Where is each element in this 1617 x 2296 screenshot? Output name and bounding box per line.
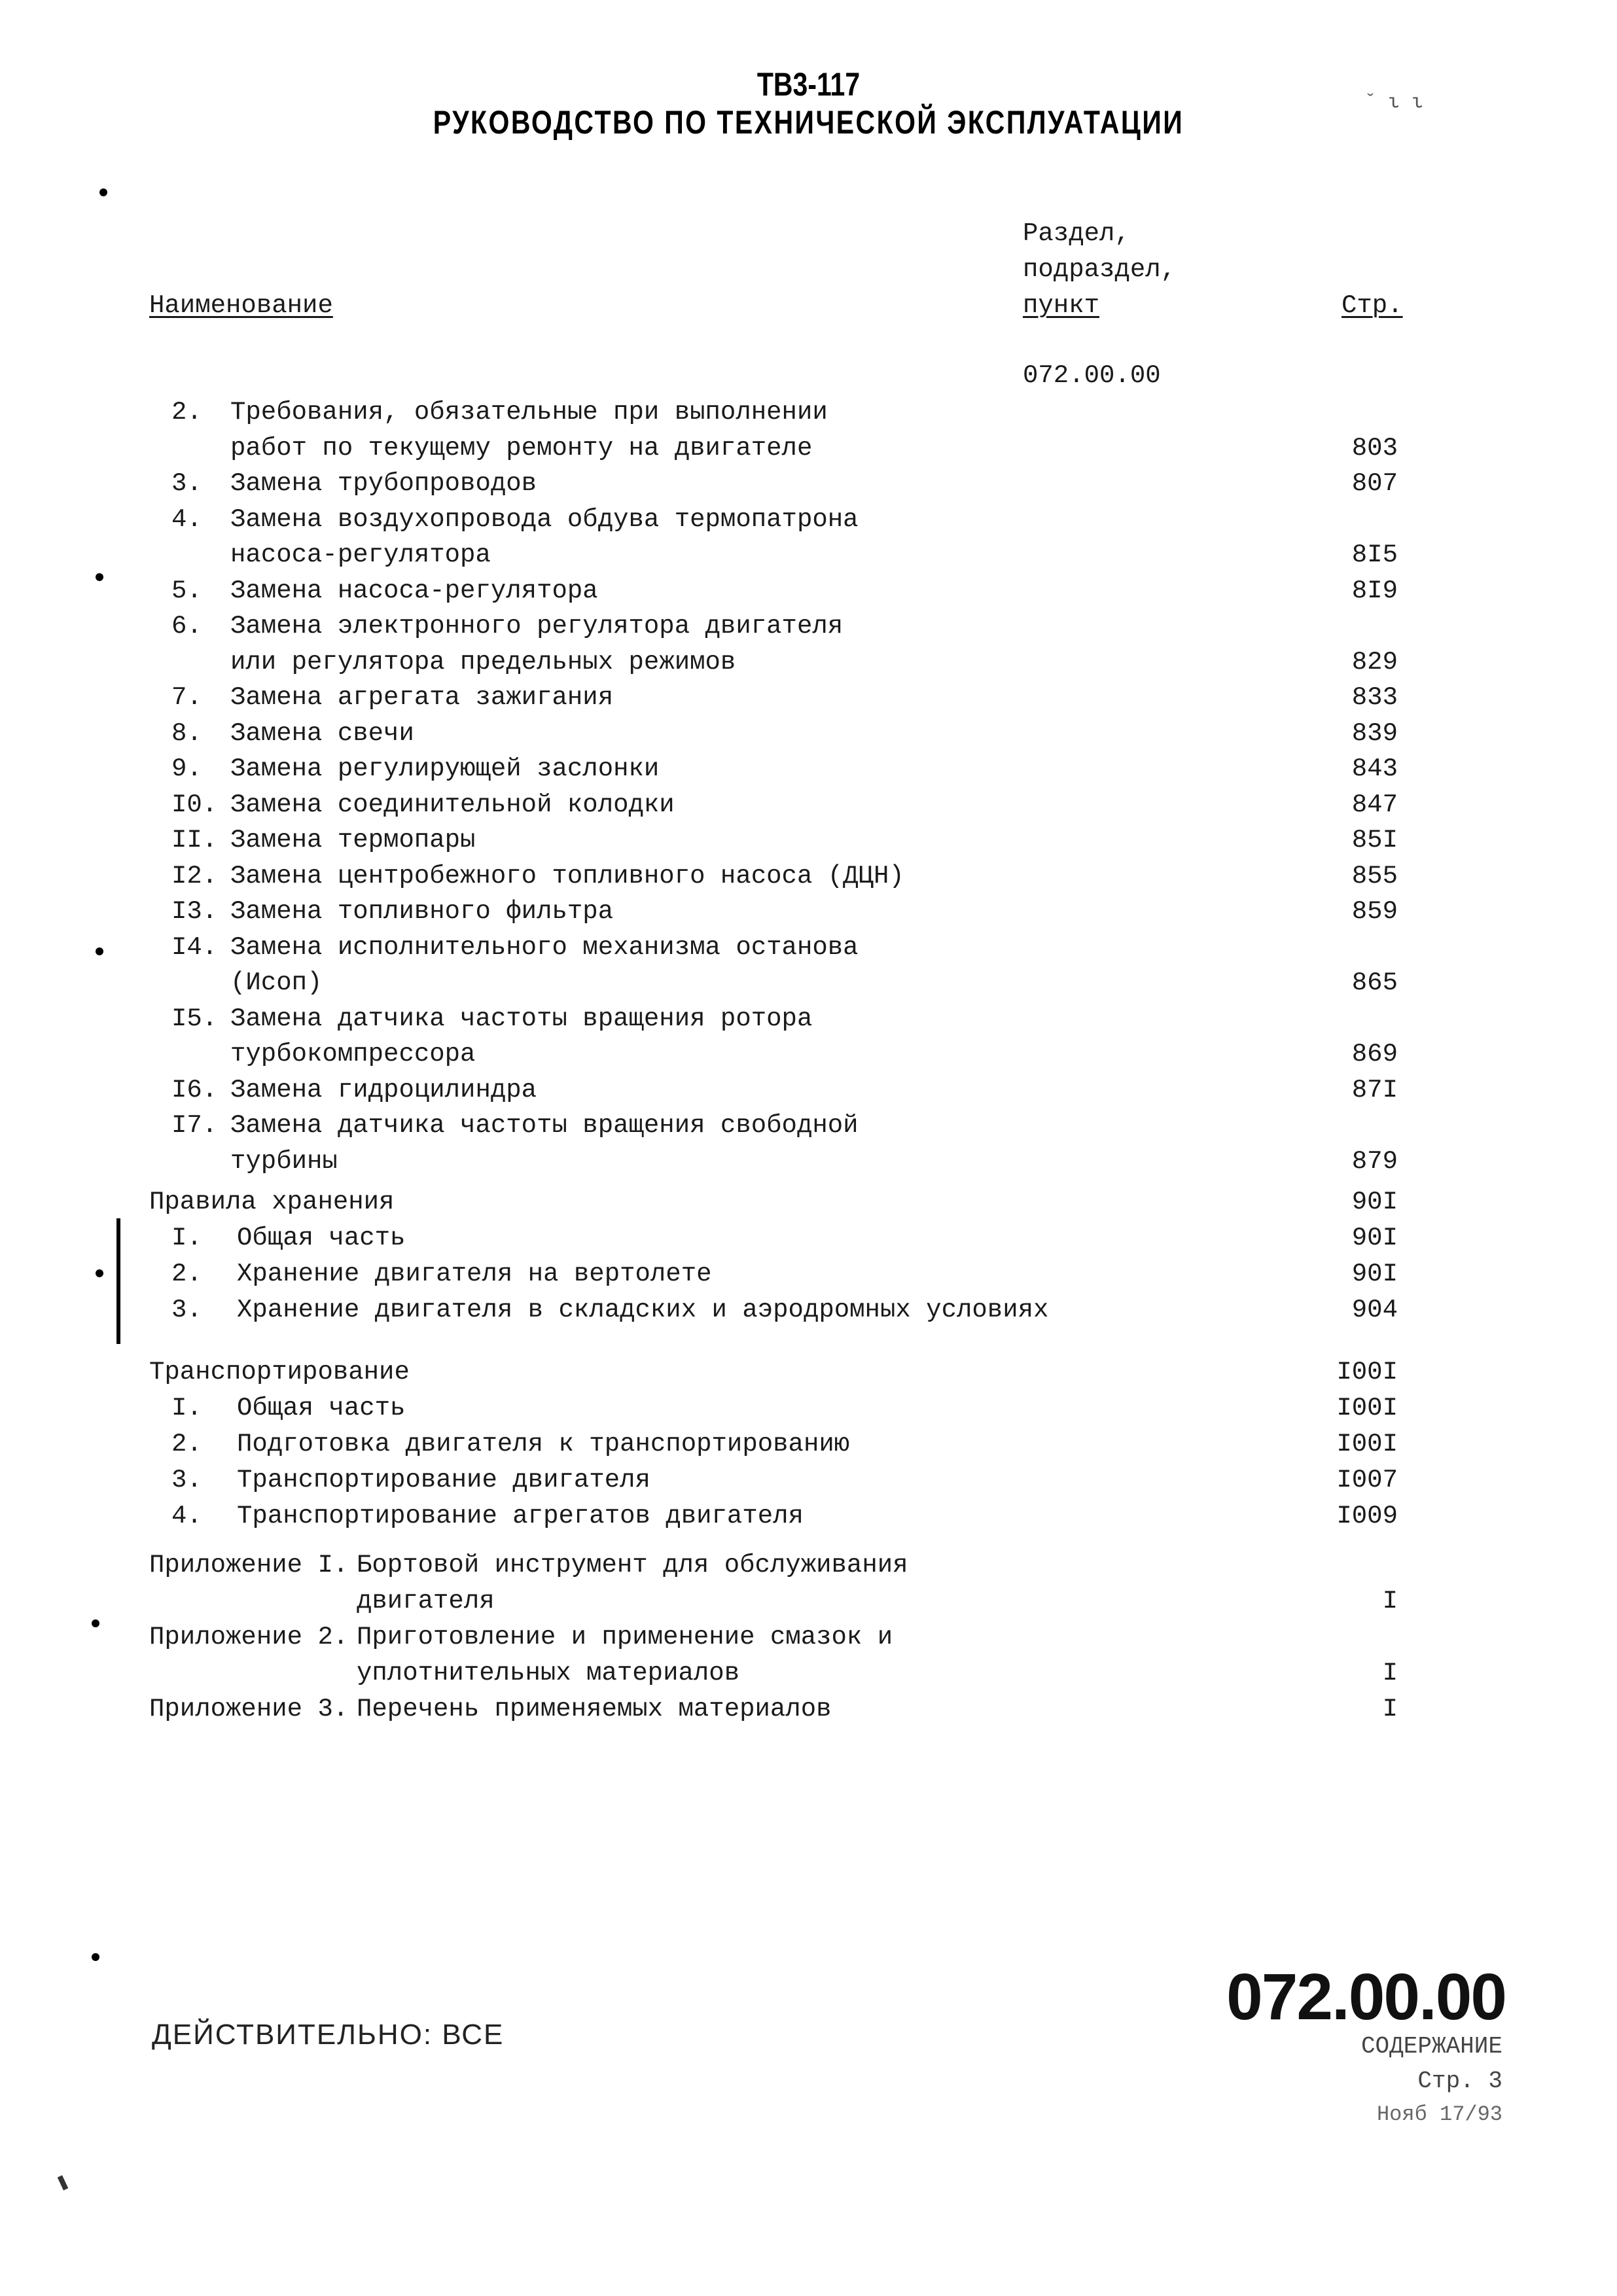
entry-page: 855 xyxy=(1351,861,1398,891)
entry-number: 4. xyxy=(171,504,202,534)
entry-title-line: турбины xyxy=(230,1146,338,1176)
entry-number: 2. xyxy=(171,398,202,427)
appendix-title-line: Приготовление и применение смазок и xyxy=(357,1623,893,1651)
margin-dot xyxy=(99,188,107,196)
transport-title: Транспортирование xyxy=(149,1358,410,1386)
entry-page: 879 xyxy=(1351,1146,1398,1176)
entry-number: 5. xyxy=(171,576,202,605)
entry-title-line: (Исоп) xyxy=(230,968,323,997)
appendix-label: Приложение 2. xyxy=(149,1623,349,1651)
entry-number: 9. xyxy=(171,754,202,783)
entry-title-line: Требования, обязательные при выполнении xyxy=(230,398,828,427)
entry-page: 833 xyxy=(1351,683,1398,712)
revision-bar xyxy=(116,1218,120,1344)
entry-number: I7. xyxy=(171,1111,218,1140)
margin-dot xyxy=(96,573,103,581)
footer-date: Нояб 17/93 xyxy=(1376,2102,1502,2127)
entry-page: 839 xyxy=(1351,718,1398,748)
storage-item-page: 904 xyxy=(1351,1296,1398,1324)
entry-number: 7. xyxy=(171,683,202,712)
entry-page: 807 xyxy=(1351,469,1398,498)
transport-item-page: I007 xyxy=(1336,1466,1398,1494)
entry-title-line: Замена гидроцилиндра xyxy=(230,1075,537,1104)
transport-item-title: Транспортирование агрегатов двигателя xyxy=(237,1502,804,1530)
footer-section-code: 072.00.00 xyxy=(1226,1960,1506,2034)
entry-number: 3. xyxy=(171,469,202,498)
entry-number: I4. xyxy=(171,932,218,962)
entry-title-line: Замена регулирующей заслонки xyxy=(230,754,660,783)
document-code: ТВ3-117 xyxy=(756,66,861,103)
transport-item-page: I00I xyxy=(1336,1430,1398,1458)
storage-item-number: 3. xyxy=(171,1296,202,1324)
column-header-name: Наименование xyxy=(149,291,333,320)
storage-item-title: Хранение двигателя на вертолете xyxy=(237,1260,712,1288)
appendix-title-line: уплотнительных материалов xyxy=(357,1659,740,1687)
entry-title-line: работ по текущему ремонту на двигателе xyxy=(230,433,813,463)
entry-number: I6. xyxy=(171,1075,218,1104)
storage-item-number: 2. xyxy=(171,1260,202,1288)
entry-title-line: Замена центробежного топливного насоса (ДЦН) xyxy=(230,861,904,891)
footer-page-number: Стр. 3 xyxy=(1417,2068,1502,2094)
transport-item-title: Транспортирование двигателя xyxy=(237,1466,650,1494)
document-title: РУКОВОДСТВО ПО ТЕХНИЧЕСКОЙ ЭКСПЛУАТАЦИИ xyxy=(433,104,1184,141)
entry-title-line: турбокомпрессора xyxy=(230,1040,476,1069)
section-code: 072.00.00 xyxy=(1023,361,1161,390)
margin-dot xyxy=(96,947,103,955)
margin-dot xyxy=(96,1269,103,1277)
entry-title-line: Замена термопары xyxy=(230,826,476,855)
appendix-label: Приложение I. xyxy=(149,1551,349,1580)
appendix-title-line: Перечень применяемых материалов xyxy=(357,1695,832,1723)
transport-item-number: I. xyxy=(171,1394,202,1422)
transport-item-number: 3. xyxy=(171,1466,202,1494)
transport-item-number: 2. xyxy=(171,1430,202,1458)
entry-number: 6. xyxy=(171,612,202,641)
entry-page: 85I xyxy=(1351,826,1398,855)
entry-title-line: Замена свечи xyxy=(230,718,414,748)
storage-item-title: Хранение двигателя в складских и аэродромных условиях xyxy=(237,1296,1049,1324)
column-header-section-line2: подраздел, xyxy=(1023,255,1177,284)
entry-page: 803 xyxy=(1351,433,1398,463)
storage-page: 90I xyxy=(1351,1188,1398,1216)
entry-title-line: Замена трубопроводов xyxy=(230,469,537,498)
footer-section-name: СОДЕРЖАНИЕ xyxy=(1360,2033,1502,2060)
entry-title-line: или регулятора предельных режимов xyxy=(230,647,736,677)
storage-item-page: 90I xyxy=(1351,1224,1398,1252)
transport-item-page: I009 xyxy=(1336,1502,1398,1530)
entry-title-line: Замена соединительной колодки xyxy=(230,790,675,819)
storage-item-title: Общая часть xyxy=(237,1224,406,1252)
transport-item-page: I00I xyxy=(1336,1394,1398,1422)
appendix-title-line: двигателя xyxy=(357,1587,495,1616)
transport-item-number: 4. xyxy=(171,1502,202,1530)
appendix-page: I xyxy=(1382,1587,1398,1616)
storage-title: Правила хранения xyxy=(149,1188,395,1216)
entry-page: 859 xyxy=(1351,897,1398,926)
entry-number: I2. xyxy=(171,861,218,891)
entry-title-line: Замена топливного фильтра xyxy=(230,897,614,926)
margin-scratch xyxy=(58,2175,69,2190)
entry-number: I5. xyxy=(171,1004,218,1033)
entry-page: 869 xyxy=(1351,1040,1398,1069)
entry-title-line: насоса-регулятора xyxy=(230,540,491,569)
entry-title-line: Замена электронного регулятора двигателя xyxy=(230,612,844,641)
storage-item-number: I. xyxy=(171,1224,202,1252)
appendix-page: I xyxy=(1382,1659,1398,1687)
margin-dot xyxy=(92,1953,99,1961)
entry-title-line: Замена датчика частоты вращения ротора xyxy=(230,1004,813,1033)
margin-dot xyxy=(92,1619,99,1627)
column-header-section-line1: Раздел, xyxy=(1023,219,1130,248)
entry-page: 8I5 xyxy=(1351,540,1398,569)
entry-title-line: Замена воздухопровода обдува термопатрона xyxy=(230,504,859,534)
entry-number: 8. xyxy=(171,718,202,748)
entry-title-line: Замена исполнительного механизма останова xyxy=(230,932,859,962)
entry-title-line: Замена агрегата зажигания xyxy=(230,683,614,712)
corner-mark: ˇ ι ι xyxy=(1364,92,1424,114)
storage-item-page: 90I xyxy=(1351,1260,1398,1288)
appendix-title-line: Бортовой инструмент для обслуживания xyxy=(357,1551,908,1580)
transport-page: I00I xyxy=(1336,1358,1398,1386)
entry-page: 8I9 xyxy=(1351,576,1398,605)
validity-note: ДЕЙСТВИТЕЛЬНО: ВСЕ xyxy=(152,2019,505,2051)
transport-item-title: Общая часть xyxy=(237,1394,406,1422)
appendix-label: Приложение 3. xyxy=(149,1695,349,1723)
entry-title-line: Замена датчика частоты вращения свободной xyxy=(230,1111,859,1140)
entry-number: II. xyxy=(171,826,218,855)
entry-page: 865 xyxy=(1351,968,1398,997)
entry-page: 847 xyxy=(1351,790,1398,819)
column-header-section-line3: пункт xyxy=(1023,291,1100,320)
column-header-page: Стр. xyxy=(1342,291,1403,320)
appendix-page: I xyxy=(1382,1695,1398,1723)
transport-item-title: Подготовка двигателя к транспортированию xyxy=(237,1430,850,1458)
entry-title-line: Замена насоса-регулятора xyxy=(230,576,598,605)
entry-number: I0. xyxy=(171,790,218,819)
entry-page: 843 xyxy=(1351,754,1398,783)
entry-number: I3. xyxy=(171,897,218,926)
entry-page: 829 xyxy=(1351,647,1398,677)
entry-page: 87I xyxy=(1351,1075,1398,1104)
